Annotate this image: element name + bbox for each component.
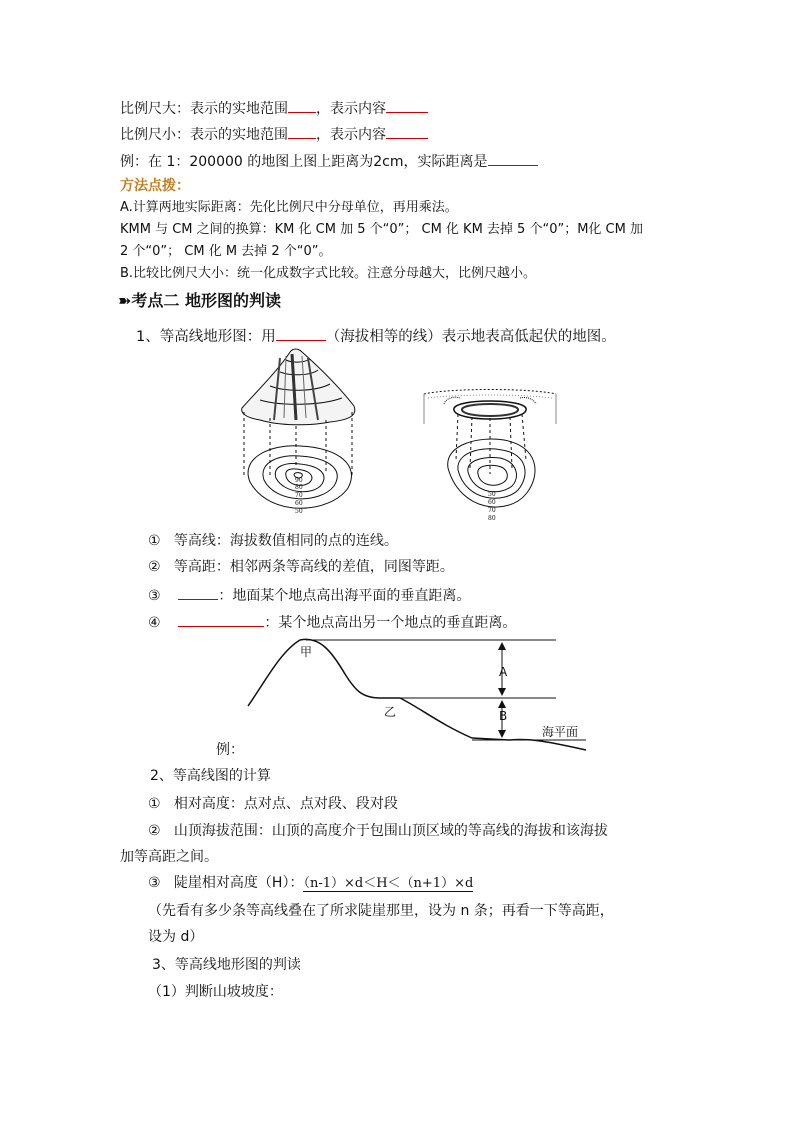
section2-heading	[118, 292, 281, 310]
contour-item1	[136, 326, 616, 346]
hill-label: 60	[295, 500, 303, 507]
def-3	[148, 585, 470, 605]
hill-label: 80	[295, 484, 303, 491]
judge-title: 3、等高线地形图的判读	[152, 957, 301, 973]
basin-label: 80	[488, 515, 496, 522]
calc-1-text: 相对高度：点对点、点对段、段对段	[173, 796, 398, 812]
calc-3-note-cont: 设为 d）	[148, 929, 204, 945]
b-label: B	[499, 709, 508, 723]
yi-label: 乙	[384, 705, 397, 719]
method-b1: KMM 与 CM 之间的换算：KM 化 CM 加 5 个“0”； CM 化 KM 去掉 5 个“0”；M化 CM 加	[120, 222, 643, 237]
calc-2-text-a: 山顶海拔范围：山顶的高度介于包围山顶区域的等高线的海拔和该海拔	[173, 823, 608, 839]
basin-label: 60	[488, 499, 496, 506]
calc-1	[148, 795, 398, 813]
hill-contour-figure	[230, 348, 370, 520]
calc-title: 2、等高线图的计算	[150, 768, 271, 784]
hill-label: 90	[295, 477, 303, 484]
blank	[288, 124, 316, 139]
calc-3-num: ③	[148, 875, 161, 891]
scale-big-text-a: 比例尺大：表示的实地范围	[120, 101, 288, 117]
def-2-text: 等高距：相邻两条等高线的差值，同图等距。	[173, 559, 454, 575]
method-b2: 2 个“0”； CM 化 M 去掉 2 个“0”。	[120, 244, 332, 259]
example-label: 例：	[216, 742, 244, 758]
def-1-text: 等高线：海拔数值相同的点的连线。	[173, 533, 398, 549]
scale-small-text-b: ，表示内容	[316, 127, 386, 143]
jia-label: 甲	[300, 645, 313, 659]
sea-level-label: 海平面	[542, 725, 579, 739]
blank	[488, 151, 538, 166]
calc-2	[148, 822, 608, 840]
scale-big-line	[120, 98, 428, 118]
hill-label: 70	[295, 492, 303, 499]
hill-label: 50	[295, 508, 303, 515]
method-c: B.比较比例尺大小：统一化成数字式比较。注意分母越大，比例尺越小。	[120, 266, 537, 281]
scale-big-text-b: ，表示内容	[316, 101, 386, 117]
blank	[276, 326, 326, 341]
calc-3-note: （先看有多少条等高线叠在了所求陡崖那里，设为 n 条；再看一下等高距，	[148, 903, 614, 919]
calc-2-cont: 加等高距之间。	[120, 849, 218, 865]
calc-2-num: ②	[148, 823, 161, 839]
basin-contour-figure	[420, 384, 560, 524]
blank	[386, 98, 428, 113]
blank	[386, 124, 428, 139]
method-title: 方法点拨：	[120, 178, 190, 194]
def-3-text: ：地面某个地点高出海平面的垂直距离。	[218, 588, 471, 604]
calc-1-num: ①	[148, 796, 161, 812]
altitude-diagram	[210, 632, 600, 762]
cliff-formula: （n-1）×d＜H＜（n+1）×d	[303, 876, 474, 891]
scale-example-text: 例：在 1：200000 的地图上图上距离为2cm，实际距离是	[120, 154, 488, 170]
arrow-icon: ➽	[118, 291, 132, 310]
def-4-text: ：某个地点高出另一个地点的垂直距离。	[264, 615, 517, 631]
def-3-num: ③	[148, 588, 161, 604]
basin-label: 70	[488, 507, 496, 514]
def-1-num: ①	[148, 533, 161, 549]
scale-example-line	[120, 151, 538, 171]
def-4-num: ④	[148, 615, 161, 631]
contour-item1-b: （海拔相等的线）表示地表高低起伏的地图。	[325, 329, 616, 345]
def-4	[148, 612, 516, 632]
blank	[178, 585, 218, 600]
scale-small-line	[120, 124, 428, 144]
judge-sub1: （1）判断山坡坡度：	[148, 984, 283, 1000]
section2-title: 考点二 地形图的判读	[131, 291, 281, 310]
a-label: A	[499, 665, 508, 679]
method-a: A.计算两地实际距离：先化比例尺中分母单位，再用乘法。	[120, 200, 458, 215]
blank	[178, 612, 264, 627]
scale-small-text-a: 比例尺小：表示的实地范围	[120, 127, 288, 143]
def-2-num: ②	[148, 559, 161, 575]
calc-3	[148, 874, 473, 893]
blank	[288, 98, 316, 113]
calc-3-text-a: 陡崖相对高度（H）：	[173, 875, 304, 891]
def-2	[148, 558, 454, 576]
basin-label: 50	[488, 491, 496, 498]
def-1	[148, 532, 398, 550]
contour-item1-a: 1、等高线地形图：用	[136, 329, 276, 345]
